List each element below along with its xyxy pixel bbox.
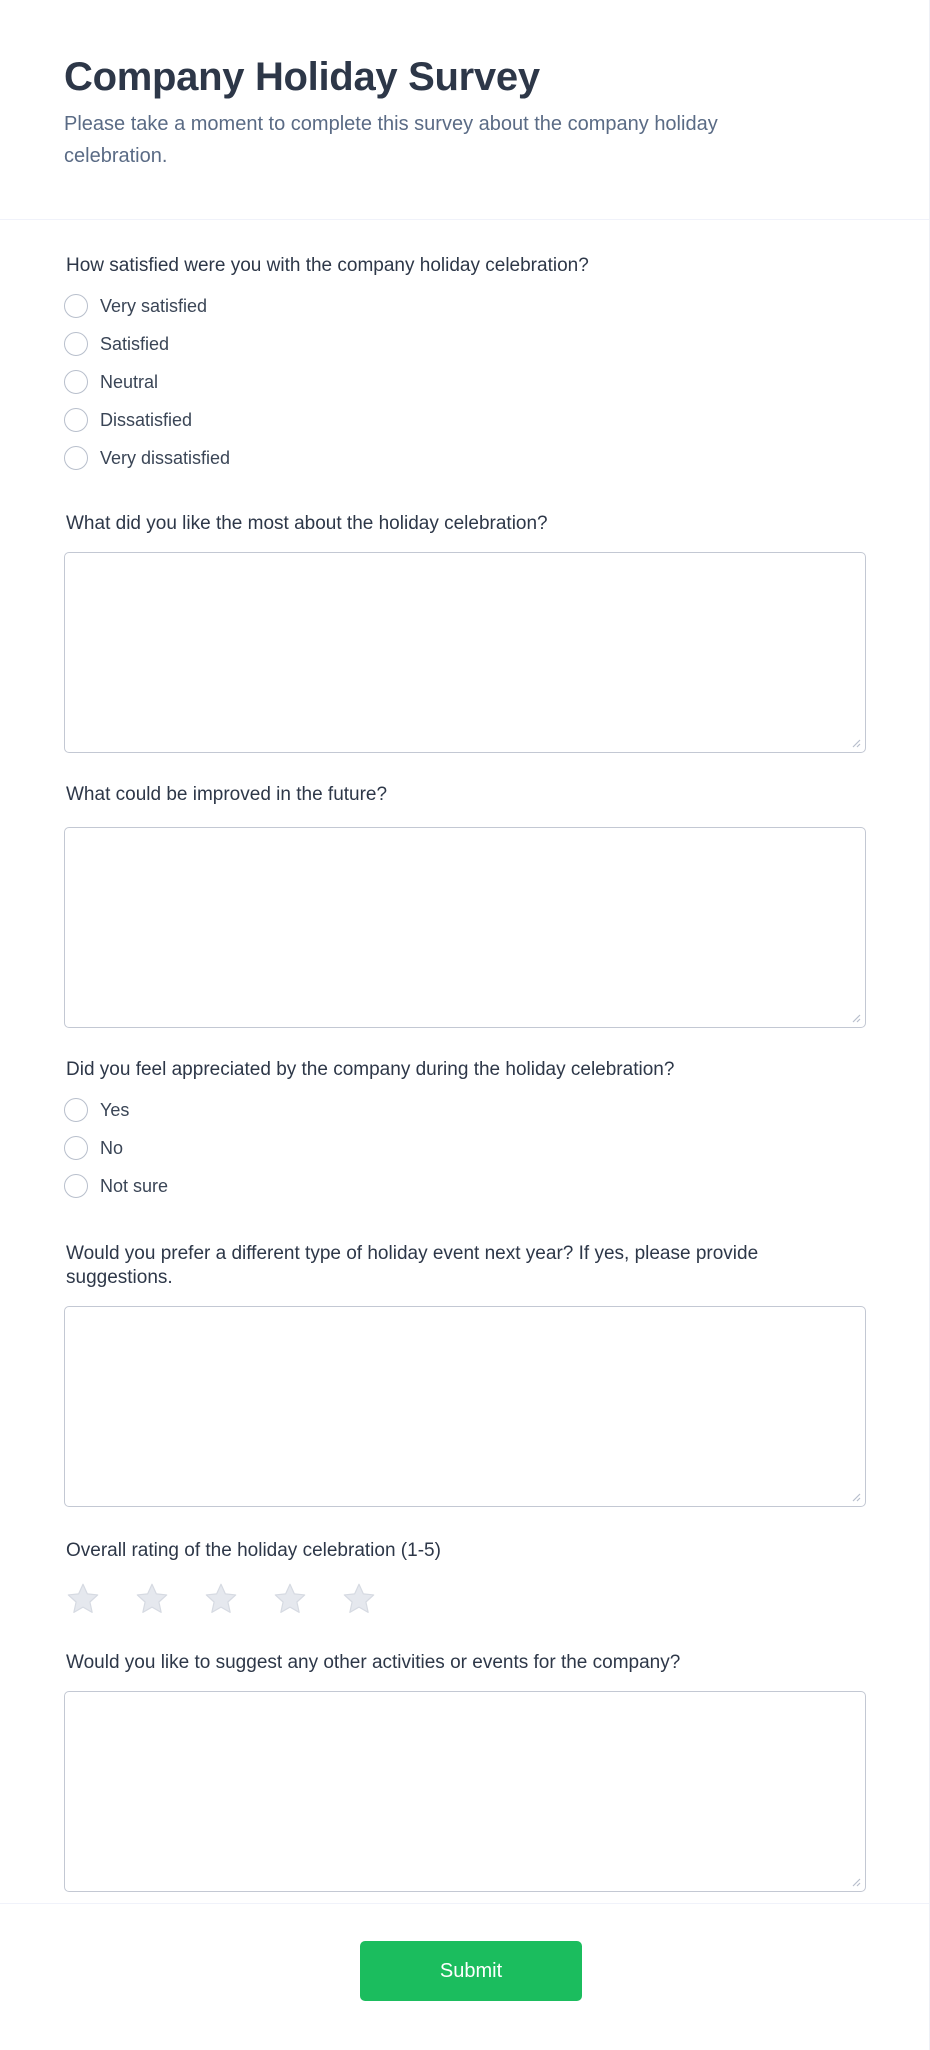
star-icon[interactable]	[202, 1581, 240, 1617]
radio-button[interactable]	[64, 1174, 88, 1198]
resize-handle-icon[interactable]	[851, 1013, 861, 1023]
question-liked-most	[64, 512, 865, 753]
radio-group-satisfaction	[64, 294, 865, 470]
form-footer	[0, 1903, 929, 2050]
question-different-event	[64, 1242, 865, 1507]
question-overall-rating	[64, 1539, 865, 1617]
radio-group-appreciated	[64, 1098, 865, 1198]
radio-button[interactable]	[64, 332, 88, 356]
radio-button[interactable]	[64, 1136, 88, 1160]
question-satisfaction	[64, 254, 865, 470]
radio-label: Dissatisfied	[100, 410, 193, 430]
radio-button[interactable]	[64, 408, 88, 432]
radio-label: No	[100, 1138, 124, 1158]
submit-button[interactable]: Submit	[360, 1941, 582, 2001]
resize-handle-icon[interactable]	[851, 738, 861, 748]
question-label: How satisfied were you with the company holiday celebration?	[66, 255, 589, 276]
radio-button[interactable]	[64, 446, 88, 470]
question-appreciated	[64, 1058, 865, 1198]
star-icon[interactable]	[133, 1581, 171, 1617]
resize-handle-icon[interactable]	[851, 1492, 861, 1502]
question-label: Would you like to suggest any other activities or events for the company?	[66, 1652, 681, 1673]
radio-label: Not sure	[100, 1176, 169, 1196]
radio-button[interactable]	[64, 294, 88, 318]
question-label: Overall rating of the holiday celebration (1-5)	[66, 1540, 441, 1561]
question-label: What could be improved in the future?	[66, 784, 388, 805]
radio-button[interactable]	[64, 370, 88, 394]
liked-most-textarea[interactable]	[64, 552, 866, 753]
star-icon[interactable]	[64, 1581, 102, 1617]
radio-option-very-satisfied[interactable]	[64, 294, 865, 318]
other-activities-textarea[interactable]	[64, 1691, 866, 1892]
star-icon[interactable]	[340, 1581, 378, 1617]
survey-header	[0, 0, 929, 220]
improvements-textarea[interactable]	[64, 827, 866, 1028]
star-rating	[64, 1581, 865, 1617]
different-event-textarea[interactable]	[64, 1306, 866, 1507]
radio-label: Very satisfied	[100, 296, 208, 316]
radio-option-dissatisfied[interactable]	[64, 408, 865, 432]
radio-button[interactable]	[64, 1098, 88, 1122]
star-icon[interactable]	[271, 1581, 309, 1617]
question-label: Would you prefer a different type of holiday event next year? If yes, please provide suggestions.	[66, 1243, 759, 1288]
question-other-activities	[64, 1651, 865, 1892]
question-label: What did you like the most about the holiday celebration?	[66, 513, 548, 534]
survey-form	[0, 220, 929, 1892]
page-title: Company Holiday Survey	[64, 55, 540, 99]
radio-option-yes[interactable]	[64, 1098, 865, 1122]
radio-option-neutral[interactable]	[64, 370, 865, 394]
resize-handle-icon[interactable]	[851, 1877, 861, 1887]
radio-label: Yes	[100, 1100, 130, 1120]
radio-option-no[interactable]	[64, 1136, 865, 1160]
radio-option-very-dissatisfied[interactable]	[64, 446, 865, 470]
page-subtitle: Please take a moment to complete this survey about the company holiday celebration.	[64, 113, 718, 167]
radio-option-satisfied[interactable]	[64, 332, 865, 356]
radio-label: Very dissatisfied	[100, 448, 231, 468]
radio-option-not-sure[interactable]	[64, 1174, 865, 1198]
radio-label: Satisfied	[100, 334, 170, 354]
radio-label: Neutral	[100, 372, 159, 392]
question-label: Did you feel appreciated by the company during the holiday celebration?	[66, 1059, 675, 1080]
question-improvements	[64, 783, 865, 1028]
